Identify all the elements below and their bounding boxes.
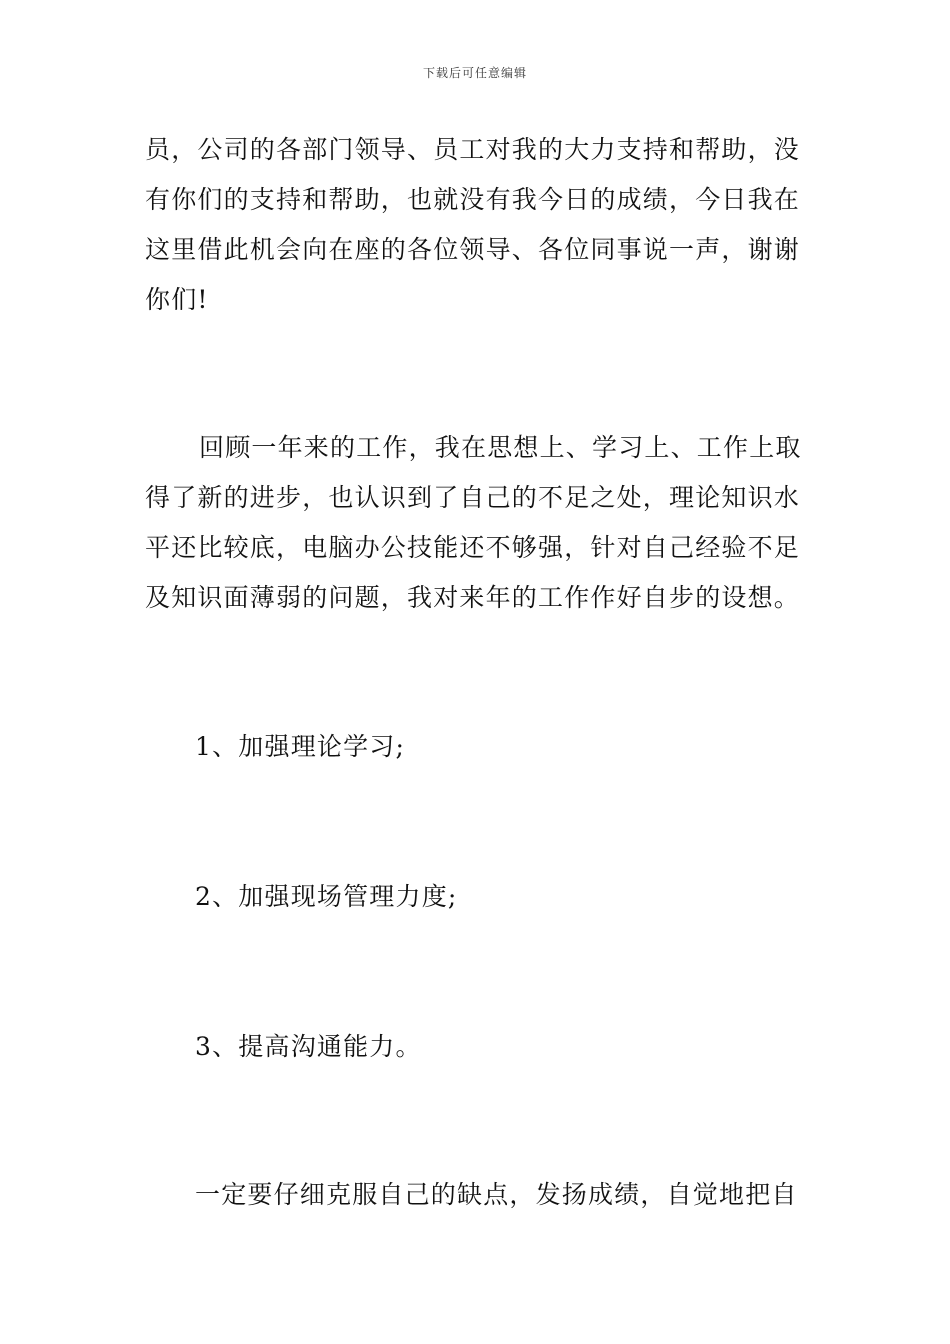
list-item-1: 1、加强理论学习; bbox=[195, 732, 406, 761]
list-item-3: 3、提高沟通能力。 bbox=[195, 1032, 422, 1061]
paragraph-line: 有你们的支持和帮助，也就没有我今日的成绩，今日我在 bbox=[145, 185, 801, 214]
paragraph-line: 及知识面薄弱的问题，我对来年的工作作好自步的设想。 bbox=[145, 583, 801, 612]
paragraph-line: 这里借此机会向在座的各位领导、各位同事说一声，谢谢 bbox=[145, 235, 801, 264]
paragraph-line: 你们! bbox=[145, 285, 209, 314]
paragraph-review bbox=[145, 423, 807, 623]
paragraph-line: 回顾一年来的工作，我在思想上、学习上、工作上取 bbox=[199, 433, 802, 462]
paragraph-line: 得了新的进步，也认识到了自己的不足之处，理论知识水 bbox=[145, 483, 801, 512]
paragraph-line: 员，公司的各部门领导、员工对我的大力支持和帮助，没 bbox=[145, 135, 801, 164]
paragraph-thanks bbox=[145, 125, 807, 325]
list-item-2: 2、加强现场管理力度; bbox=[195, 882, 458, 911]
paragraph-line: 平还比较底，电脑办公技能还不够强，针对自己经验不足 bbox=[145, 533, 801, 562]
page-header: 下载后可任意编辑 bbox=[422, 66, 527, 80]
closing-line: 一定要仔细克服自己的缺点，发扬成绩，自觉地把自 bbox=[195, 1180, 798, 1209]
